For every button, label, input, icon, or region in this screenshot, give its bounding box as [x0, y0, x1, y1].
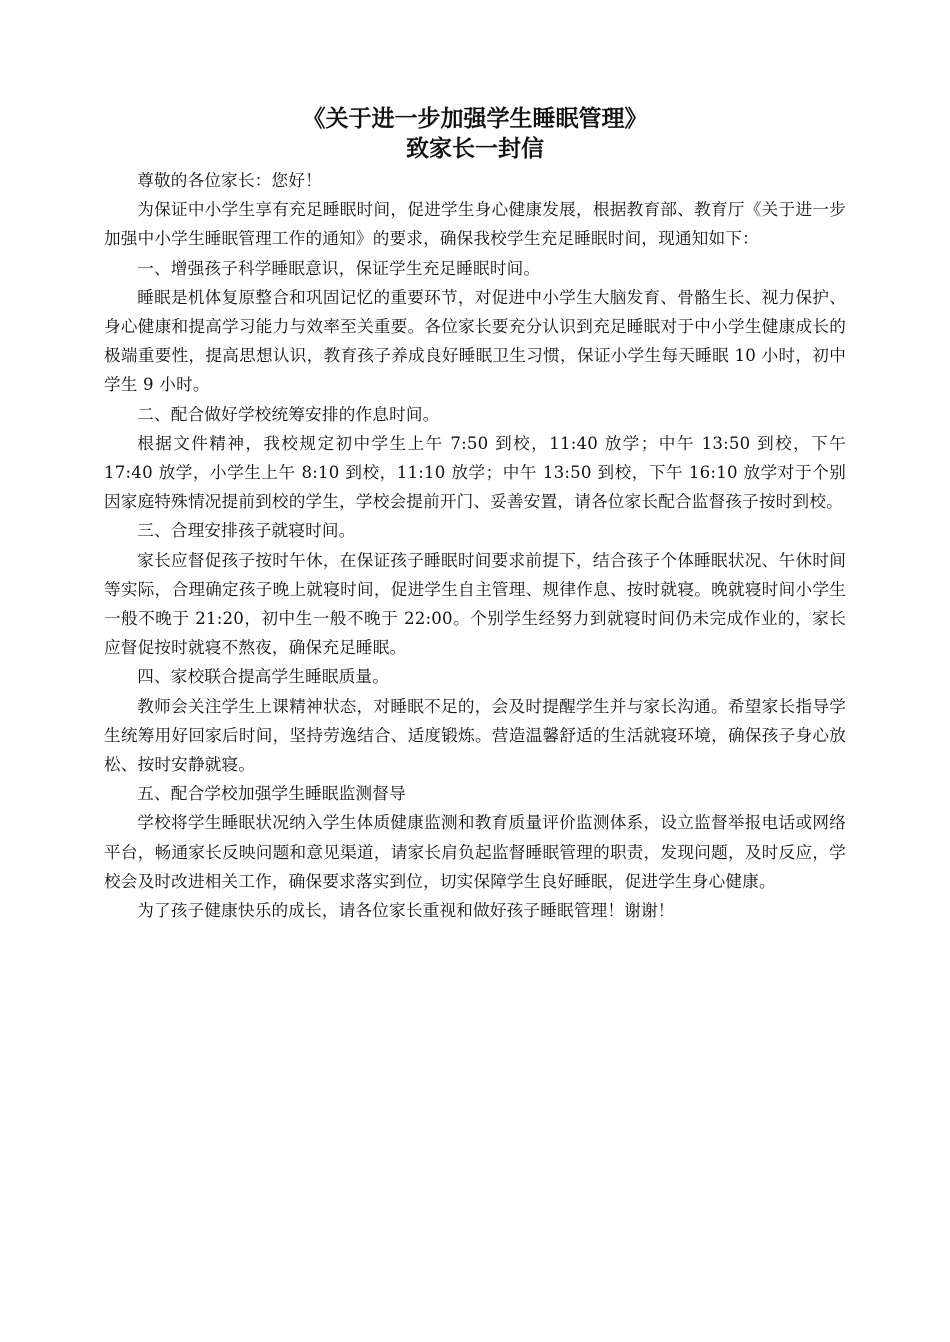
section-body-3: 家长应督促孩子按时午休，在保证孩子睡眠时间要求前提下，结合孩子个体睡眠状况、午休时间等实际，合理确定孩子晚上就寝时间，促进学生自主管理、规律作息、按时就寝。晚就寝时间小学生一般不晚于 21:20，初中生一般不晚于 22:00。个别学生经努力到就寝时间仍未完成作业的，家长应督促按时就寝不熬夜，确保充足睡眠。	[104, 550, 846, 658]
document-title: 《关于进一步加强学生睡眠管理》	[302, 106, 648, 132]
section-body-2: 根据文件精神，我校规定初中学生上午 7:50 到校，11:40 放学；中午 13:50 到校，下午 17:40 放学，小学生上午 8:10 到校，11:10 放学；中午 13:50 到校，下午 16:10 放学对于个别因家庭特殊情况提前到校的学生，学校会提前开门、妥善安置，请各位家长配合监督孩子按时到校。	[104, 433, 846, 512]
section-heading-5: 五、配合学校加强学生睡眠监测督导	[137, 784, 406, 804]
section-heading-1: 一、增强孩子科学睡眠意识，保证学生充足睡眠时间。	[137, 258, 541, 278]
section-heading-3: 三、合理安排孩子就寝时间。	[137, 521, 356, 541]
greeting: 尊敬的各位家长：您好！	[137, 171, 322, 190]
section-body-1: 睡眠是机体复原整合和巩固记忆的重要环节，对促进中小学生大脑发育、骨骼生长、视力保护、身心健康和提高学习能力与效率至关重要。各位家长要充分认识到充足睡眠对于中小学生健康成长的极端重要性，提高思想认识，教育孩子养成良好睡眠卫生习惯，保证小学生每天睡眠 10 小时，初中学生 9 小时。	[104, 287, 846, 395]
letter-page	[104, 104, 846, 925]
section-heading-2: 二、配合做好学校统筹安排的作息时间。	[137, 404, 440, 424]
section-body-5: 学校将学生睡眠状况纳入学生体质健康监测和教育质量评价监测体系，设立监督举报电话或网络平台，畅通家长反映问题和意见渠道，请家长肩负起监督睡眠管理的职责，发现问题，及时反应，学校会及时改进相关工作，确保要求落实到位，切实保障学生良好睡眠，促进学生身心健康。	[104, 813, 846, 891]
closing-paragraph: 为了孩子健康快乐的成长，请各位家长重视和做好孩子睡眠管理！谢谢！	[137, 901, 675, 921]
section-heading-4: 四、家校联合提高学生睡眠质量。	[137, 667, 390, 687]
intro-paragraph: 为保证中小学生享有充足睡眠时间，促进学生身心健康发展，根据教育部、教育厅《关于进一步加强中小学生睡眠管理工作的通知》的要求，确保我校学生充足睡眠时间，现通知如下：	[104, 200, 846, 249]
document-subtitle: 致家长一封信	[406, 136, 544, 162]
section-body-4: 教师会关注学生上课精神状态，对睡眠不足的，会及时提醒学生并与家长沟通。希望家长指导学生统筹用好回家后时间，坚持劳逸结合、适度锻炼。营造温馨舒适的生活就寝环境，确保孩子身心放松、按时安静就寝。	[104, 696, 846, 775]
